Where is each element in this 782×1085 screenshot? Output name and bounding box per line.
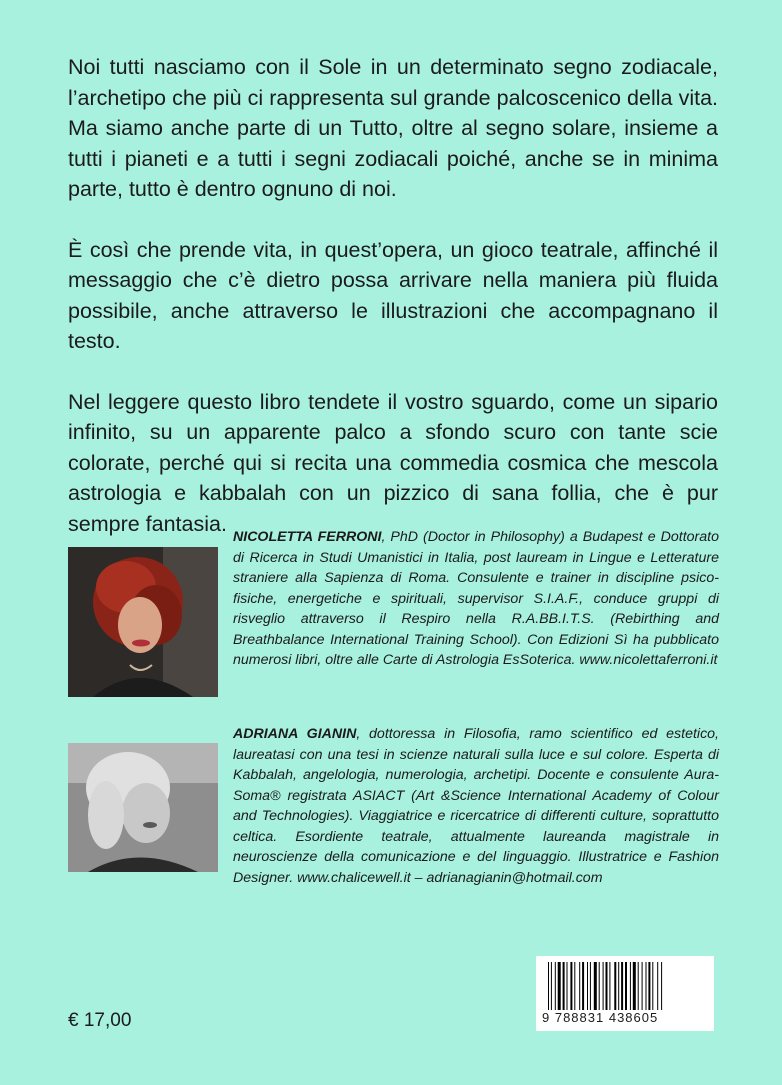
isbn-barcode [536,956,714,1031]
author-bio-adriana [233,724,719,888]
author-bio-text: , dottoressa in Filosofia, ramo scientifico ed estetico, laureatasi con una tesi in scienze naturali sulla luce e sul colore. Esperta di Kabbalah, angelologia, numerologia, archetipi. Docente e consulente Aura-Soma® registrata ASIACT (Art &Science International Academy of Colour and Technologies). Viaggiatrice e ricercatrice di differenti culture, soprattutto celtica. Esordiente teatrale, attualmente laureanda magistrale in neuroscienze della comunicazione e del linguaggio. Illustratrice e Fashion Designer. www.chalicewell.it – adrianagianin@hotmail.com [233,726,719,886]
author-photo-adriana [68,743,218,872]
back-cover-blurb [68,52,718,569]
blurb-paragraph-1: Noi tutti nasciamo con il Sole in un determinato segno zodiacale, l’archetipo che più ci rappresenta sul grande palcoscenico della vita. Ma siamo anche parte di un Tutto, oltre al segno solare, insieme a tutti i pianeti e a tutti i segni zodiacali poiché, anche se in minima parte, tutto è dentro ognuno di noi. [68,55,718,201]
author-photo-nicoletta [68,547,218,697]
author-name: NICOLETTA FERRONI [233,529,382,545]
blurb-paragraph-2: È così che prende vita, in quest’opera, un gioco teatrale, affinché il messaggio che c’è dietro possa arrivare nella maniera più fluida possibile, anche attraverso le illustrazioni che accompagnano il testo. [68,237,718,353]
author-name: ADRIANA GIANIN [233,726,357,742]
blurb-paragraph-3: Nel leggere questo libro tendete il vostro sguardo, come un sipario infinito, su un apparente palco a sfondo scuro con tante scie colorate, perché qui si recita una commedia cosmica che mescola astrologia e kabbalah con un pizzico di sana follia, che è pur sempre fantasia. [68,389,718,536]
author-bio-text: , PhD (Doctor in Philosophy) a Budapest e Dottorato di Ricerca in Studi Umanistici in Italia, post lauream in Lingue e Letterature straniere alla Sapienza di Roma. Consulente e trainer in discipline psico-fisiche, energetiche e spirituali, supervisor S.I.A.F., conduce gruppi di risveglio attraverso il Respiro nella R.A.BB.I.T.S. (Rebirthing and Breathbalance International Training School). Con Edizioni Sì ha pubblicato numerosi libri, oltre alle Carte di Astrologia EsSoterica. www.nicolettaferroni.it [233,529,719,668]
isbn-digits: 9 788831 438605 [542,1010,659,1025]
barcode-bars [548,962,702,1010]
author-bio-nicoletta [233,527,719,671]
price-label: € 17,00 [68,1010,132,1031]
